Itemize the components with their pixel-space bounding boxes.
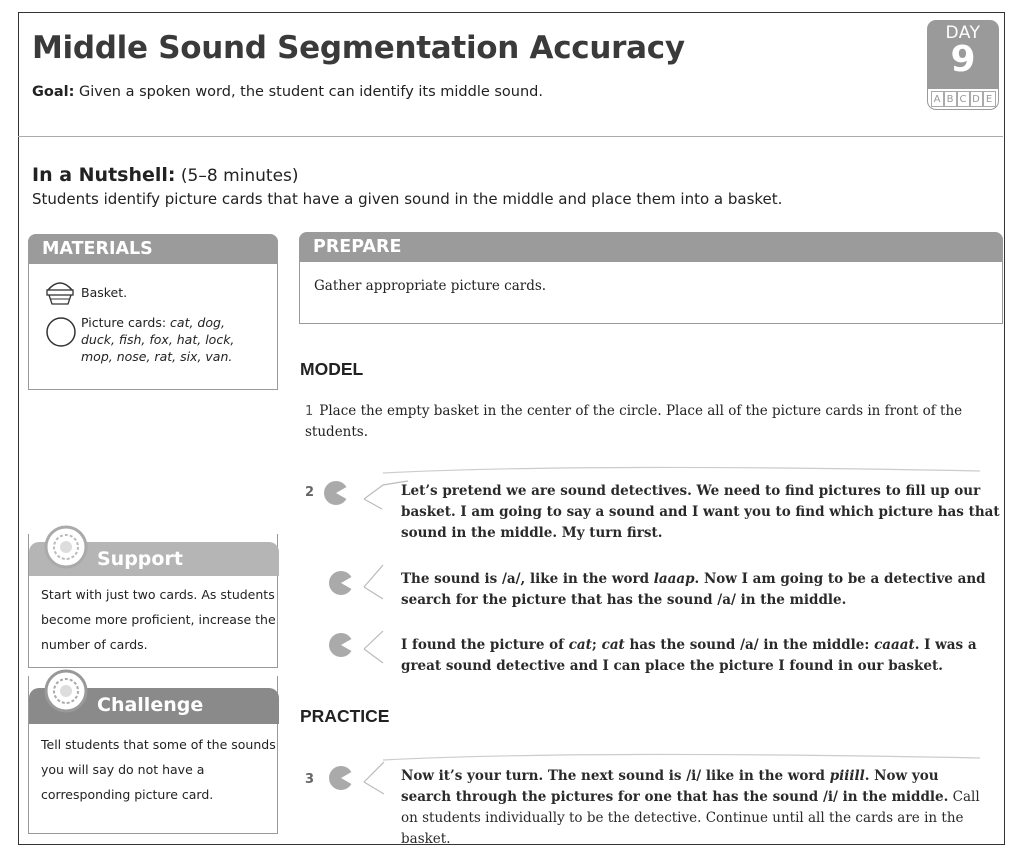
bubble-word: caaat [874,637,915,653]
bubble-word: laaap [653,571,695,587]
circle-icon [45,316,77,348]
challenge-heading: Challenge [97,694,204,716]
support-box [28,534,278,668]
bubble-word: cat [601,637,625,653]
speaker-head-icon [329,766,355,790]
materials-words: cat, dog, duck, fish, fox, hat, lock, mop, nose, rat, six, van. [81,315,235,364]
speaker-head-icon [329,633,355,657]
bubble-text: ; [591,637,602,653]
practice-heading: PRACTICE [300,706,390,726]
day-letter: B [944,91,957,107]
goal-text: Given a spoken word, the student can identify its middle sound. [74,84,543,100]
materials-heading: MATERIALS [28,234,278,264]
goal [32,84,543,100]
speech-bubble [401,635,996,677]
day-letter: E [983,91,996,107]
speaker-head-icon [324,481,350,505]
day-letter: A [931,91,944,107]
challenge-text: Tell students that some of the sounds you will say do not have a corresponding picture card. [41,737,276,802]
materials-prefix: Picture cards: [81,315,171,330]
basket-icon [45,278,75,306]
bubble-text: Now it’s your turn. The next sound is /i/ like in the word [401,768,830,784]
materials-box [28,234,278,390]
speech-bubble [401,569,991,611]
bubble-top-line [380,465,1000,475]
dial-icon [43,524,89,570]
bubble-text: . Now you search through the pictures for one that has the sound /i/ in the middle. [401,768,949,805]
day-badge [927,20,999,110]
step-text: Place the empty basket in the center of the circle. Place all of the picture cards in front of the students. [305,403,963,440]
divider [18,136,1003,137]
prepare-heading: PREPARE [299,232,1003,262]
speech-bubble [401,766,991,850]
challenge-box [28,676,278,834]
speech-bubble: Let’s pretend we are sound detectives. We need to find pictures to fill up our basket. I am going to say a sound and I want you to find which picture has that sound in the middle. My turn first. [401,483,1000,541]
day-number: 9 [950,39,976,80]
nutshell-time: (5–8 minutes) [175,166,299,186]
nutshell-heading [32,164,299,186]
step-number: 2 [305,485,315,500]
bubble-top-line [380,752,1000,762]
support-text: Start with just two cards. As students become more proficient, increase the number of cards. [41,587,276,652]
prepare-text: Gather appropriate picture cards. [314,278,547,294]
bubble-instruction: Call on students individually to be the detective. Continue until all the cards are in the basket. [401,789,980,847]
bubble-text: has the sound /a/ in the middle: [624,637,875,653]
bubble-text: . I was a great sound detective and I can place the picture I found in our basket. [401,637,977,674]
bubble-word: piiill [829,768,865,784]
step-number: 3 [305,772,315,787]
speech-icons [318,465,408,705]
bubble-text: The sound is /a/, like in the word [401,571,654,587]
materials-item: Basket. [81,285,128,300]
goal-label: Goal: [32,84,75,100]
materials-item [81,314,253,365]
speaker-head-icon [329,571,355,595]
nutshell-text: Students identify picture cards that have a given sound in the middle and place them into a basket. [32,190,783,208]
model-heading: MODEL [300,359,364,379]
bubble-text: I found the picture of [401,637,569,653]
nutshell-label: In a Nutshell: [32,164,176,186]
day-letters [928,89,998,109]
step-1 [305,401,985,442]
day-label: DAY [945,23,981,43]
bubble-word: cat [568,637,592,653]
bubble-text: . Now I am going to be a detective and search for the picture that has the sound /a/ in the middle. [401,571,986,608]
day-letter: C [957,91,970,107]
step-number: 1 [305,404,314,419]
prepare-box [299,232,1003,324]
dial-icon [43,668,89,714]
support-heading: Support [97,548,183,570]
day-letter: D [970,91,983,107]
page-title: Middle Sound Segmentation Accuracy [32,30,685,66]
